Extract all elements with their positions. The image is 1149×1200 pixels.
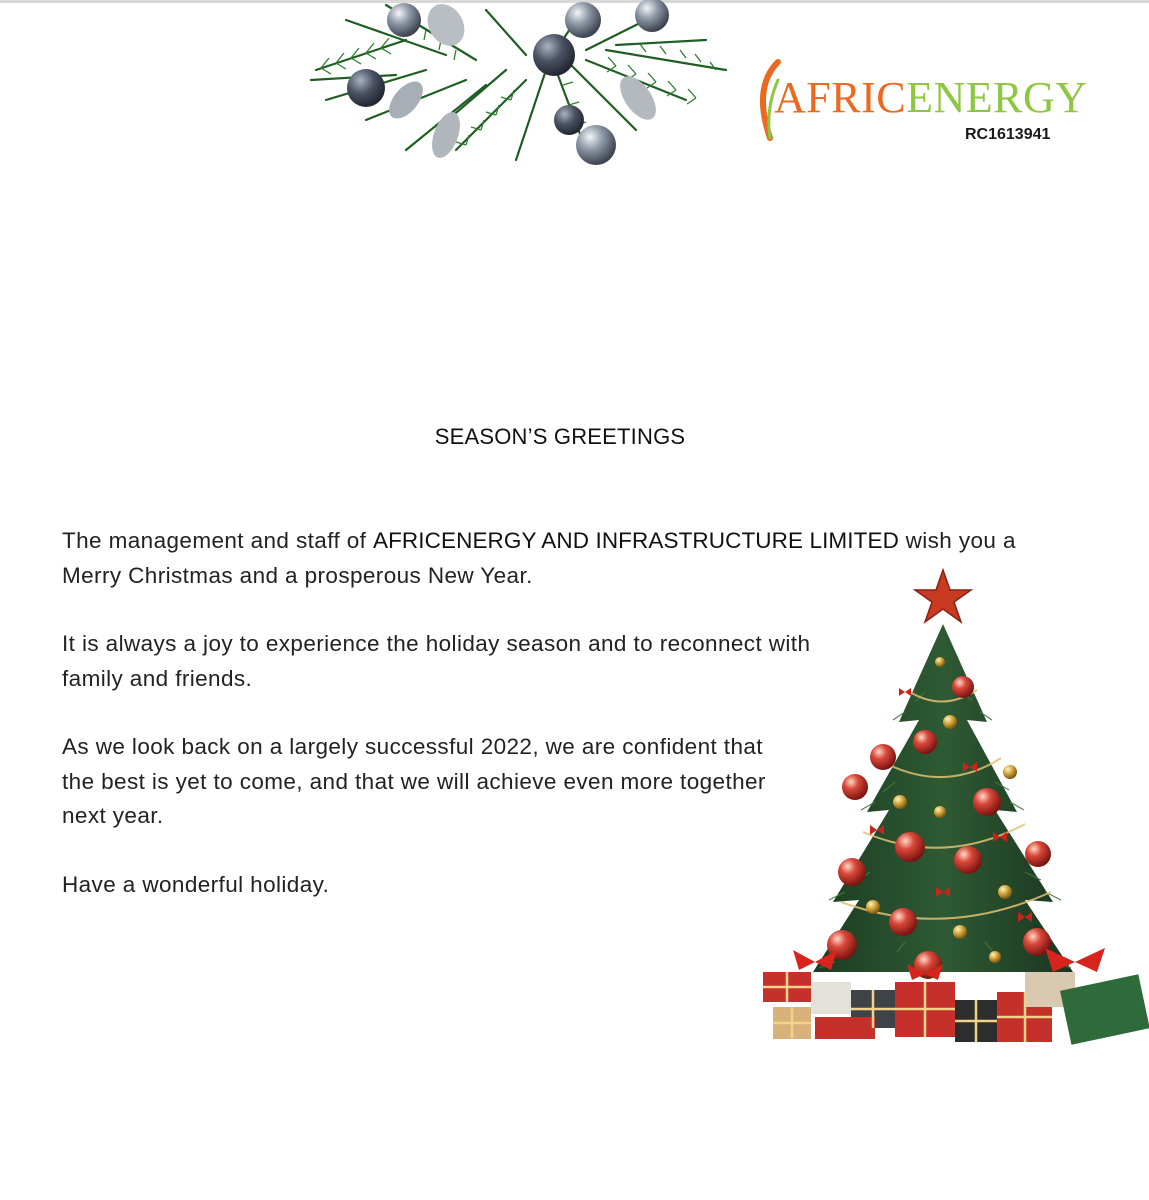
registration-number: RC1613941 bbox=[965, 126, 1051, 143]
greeting-intro: The management and staff of bbox=[62, 528, 373, 553]
logo-word-energy: ENERGY bbox=[906, 73, 1088, 122]
lookback-line1: As we look back on a largely successful 2022, we are confident that bbox=[62, 734, 763, 759]
joy-line1: It is always a joy to experience the holiday season and to reconnect with bbox=[62, 631, 811, 656]
joy-line2: family and friends. bbox=[62, 665, 253, 691]
christmas-tree-icon bbox=[755, 562, 1149, 1047]
greeting-wish-line2: Merry Christmas and a prosperous New Year. bbox=[62, 562, 533, 588]
page-title: SEASON’S GREETINGS bbox=[434, 424, 686, 449]
lookback-line2: the best is yet to come, and that we will achieve even more together bbox=[62, 768, 766, 794]
company-name: AFRICENERGY AND INFRASTRUCTURE LIMITED bbox=[372, 528, 899, 553]
greeting-wish: wish you a bbox=[898, 528, 1016, 553]
logo-word-afric: AFRIC bbox=[774, 73, 907, 122]
paragraph-closing: Have a wonderful holiday. bbox=[62, 871, 330, 897]
company-logo bbox=[752, 58, 1088, 150]
lookback-line3: next year. bbox=[62, 803, 164, 828]
logo-wordmark bbox=[774, 73, 1088, 122]
christmas-garland-icon bbox=[286, 0, 748, 170]
